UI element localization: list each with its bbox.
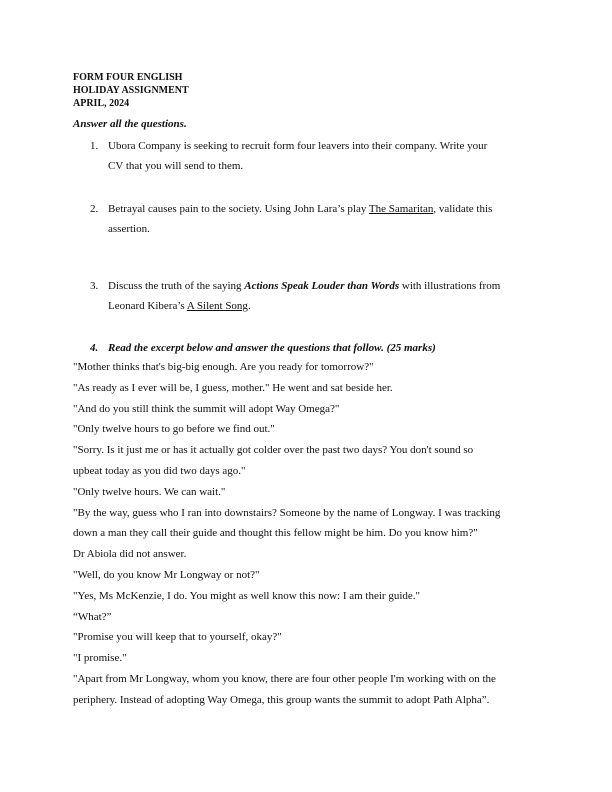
excerpt-line: "By the way, guess who I ran into downstairs? Someone by the name of Longway. I was tracking	[73, 506, 501, 519]
excerpt-line: "Yes, Ms McKenzie, I do. You might as well know this now: I am their guide."	[73, 589, 421, 602]
excerpt-line: "Promise you will keep that to yourself, okay?"	[73, 631, 282, 644]
question-text	[108, 280, 500, 293]
text: with illustrations from	[399, 280, 501, 292]
question-number: 3.	[90, 280, 99, 292]
text: Leonard Kibera’s	[108, 300, 187, 312]
text: Betrayal causes pain to the society. Using John Lara’s play	[108, 203, 369, 215]
question-text: assertion.	[108, 223, 150, 235]
text: .	[247, 300, 251, 312]
saying: Actions Speak Louder than Words	[244, 280, 400, 292]
question-text: Ubora Company is seeking to recruit form four leavers into their company. Write your	[108, 140, 488, 152]
excerpt-line: periphery. Instead of adopting Way Omega, this group wants the summit to adopt Path Alpha”.	[73, 693, 490, 706]
excerpt-line: "Apart from Mr Longway, whom you know, there are four other people I'm working with on the	[73, 673, 496, 685]
question-text	[108, 203, 492, 216]
question-text: CV that you will send to them.	[108, 160, 244, 172]
excerpt-line: "Well, do you know Mr Longway or not?"	[73, 569, 260, 581]
excerpt-line: upbeat today as you did two days ago."	[73, 465, 246, 477]
excerpt-line: “What?”	[73, 610, 112, 623]
excerpt-line: "Only twelve hours to go before we find out."	[73, 423, 275, 436]
excerpt-line: "I promise."	[73, 652, 127, 665]
instruction: Answer all the questions.	[73, 118, 187, 130]
text: Discuss the truth of the saying	[108, 280, 245, 292]
excerpt-line: "As ready as I ever will be, I guess, mother." He went and sat beside her.	[73, 381, 393, 394]
question-text: Read the excerpt below and answer the questions that follow. (25 marks)	[108, 342, 436, 354]
header-date: APRIL, 2024	[73, 98, 130, 109]
header-subtitle: HOLIDAY ASSIGNMENT	[73, 85, 189, 96]
book-title: A Silent Song	[186, 300, 248, 312]
excerpt-line: "And do you still think the summit will adopt Way Omega?"	[73, 402, 340, 415]
question-number: 1.	[90, 140, 99, 152]
question-text	[108, 300, 251, 313]
excerpt-line: "Mother thinks that's big-big enough. Are you ready for tomorrow?"	[73, 361, 374, 373]
header-title: FORM FOUR ENGLISH	[73, 72, 183, 83]
question-number: 4.	[90, 342, 99, 354]
excerpt-line: Dr Abiola did not answer.	[73, 548, 187, 561]
excerpt-line: "Sorry. Is it just me or has it actually got colder over the past two days? You don't sound so	[73, 444, 474, 457]
question-number: 2.	[90, 203, 99, 215]
excerpt-line: down a man they call their guide and thought this fellow might be him. Do you know him?"	[73, 527, 478, 540]
book-title: The Samaritan	[368, 203, 434, 215]
text: , validate this	[433, 203, 493, 215]
excerpt-line: "Only twelve hours. We can wait."	[73, 485, 226, 498]
